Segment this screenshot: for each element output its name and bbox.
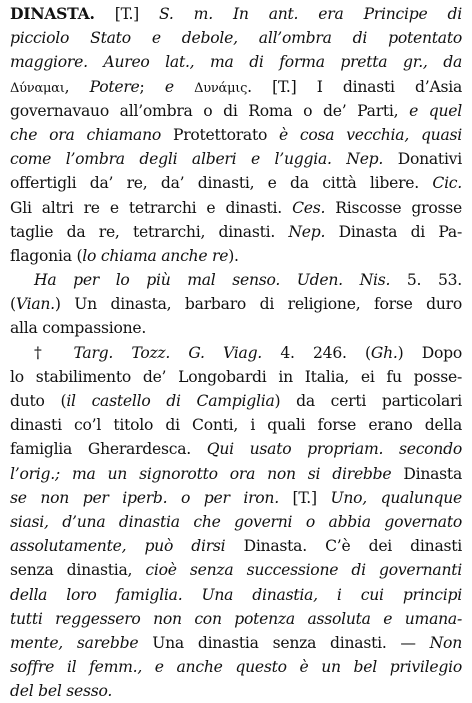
text-segment: Riscosse grosse <box>325 198 462 217</box>
italic-segment: picciolo Stato e debole, all’ombra di potentato <box>10 29 462 48</box>
italic-segment: S. m. <box>159 5 213 23</box>
italic-segment: Qui usato propriam. secondo <box>206 440 462 459</box>
italic-segment: assolutamente, può dirsi <box>10 537 226 556</box>
text-segment: 5. 53. <box>390 271 463 290</box>
entry-line <box>10 316 462 340</box>
text-segment: Gli altri re e tetrarchi e dinasti. <box>10 198 293 217</box>
text-segment: [T.] <box>278 488 331 507</box>
entry-line <box>10 75 462 99</box>
text-segment: Dinasta di Pa- <box>325 222 463 241</box>
entry-line <box>10 365 462 389</box>
entry-line <box>10 437 462 461</box>
italic-segment: e <box>164 77 174 96</box>
greek-word: Δυνάμις <box>194 80 248 96</box>
text-segment: governavauo all’ombra o di Roma o de’ Parti, <box>10 101 410 120</box>
entry-line <box>10 147 462 171</box>
headword: DINASTA. <box>10 4 95 23</box>
italic-segment: Targ. Tozz. G. Viag. <box>73 343 263 362</box>
entry-line <box>10 292 462 316</box>
text-segment: ). <box>228 246 239 265</box>
text-segment: senza dinastia, <box>10 561 146 580</box>
italic-segment: Vian. <box>15 295 55 314</box>
entry-line <box>10 220 462 244</box>
entry-line <box>10 123 462 147</box>
text-segment: alla compassione. <box>10 319 147 338</box>
italic-segment: lo chiama anche re <box>82 246 229 265</box>
text-segment <box>174 78 194 96</box>
entry-line <box>10 196 462 220</box>
text-segment: duto ( <box>10 392 67 410</box>
text-segment: Protettorato <box>161 125 280 144</box>
text-segment: Dinasta <box>391 464 463 483</box>
text-segment: taglie da re, tetrarchi, dinasti. <box>10 222 289 241</box>
text-segment: flagonia ( <box>10 246 83 265</box>
text-segment: ; <box>139 77 165 96</box>
entry-line <box>10 2 462 26</box>
entry-line <box>10 413 462 437</box>
text-segment: . [T.] I dinasti d’Asia <box>247 77 462 96</box>
entry-line <box>10 655 462 679</box>
italic-segment: che ora chiamano <box>10 125 162 144</box>
text-segment: ) Un dinasta, barbaro di religione, forse duro <box>54 295 462 314</box>
italic-segment: l’orig.; ma un signorotto ora non si direbbe <box>10 464 392 483</box>
italic-segment: è cosa vecchia, quasi <box>279 125 463 144</box>
text-segment: [T.] <box>94 5 160 23</box>
entry-line <box>10 341 462 365</box>
italic-segment: mente, sarebbe <box>10 633 139 652</box>
italic-segment: Uno, qualunque <box>330 488 463 507</box>
text-segment: Dinasta. C’è dei dinasti <box>225 537 462 556</box>
entry-line <box>10 99 462 123</box>
entry-line <box>10 462 462 486</box>
italic-segment: Ces. <box>292 198 326 217</box>
text-segment: † <box>34 343 74 362</box>
entry-line <box>10 268 462 292</box>
entry-text-block <box>10 2 462 703</box>
entry-line <box>10 171 462 195</box>
entry-line <box>10 486 462 510</box>
text-segment: lo stabilimento de’ Longobardi in Italia, ei fu posse- <box>10 367 462 386</box>
text-segment: famiglia Gherardesca. <box>10 440 207 459</box>
entry-line <box>10 510 462 534</box>
italic-segment: come l’ombra degli alberi e l’uggia. Nep. <box>10 150 384 169</box>
italic-segment: cioè senza successione di governanti <box>145 561 462 580</box>
entry-line <box>10 583 462 607</box>
italic-segment: maggiore. Aureo lat., ma di forma pretta gr., da <box>10 53 462 72</box>
entry-line <box>10 631 462 655</box>
italic-segment: siasi, d’una dinastia che governi o abbia governato <box>10 512 462 531</box>
italic-segment: In ant. era Principe di <box>232 5 462 23</box>
italic-segment: e quel <box>409 101 462 120</box>
text-segment: dinasti co’l titolo di Conti, i quali forse erano della <box>10 416 462 435</box>
text-segment <box>213 5 233 23</box>
text-segment: ) Dopo <box>397 343 462 362</box>
entry-line <box>10 679 462 703</box>
entry-line <box>10 607 462 631</box>
italic-segment: Potere <box>89 77 140 96</box>
entry-line <box>10 389 462 413</box>
text-segment: ) da certi particolari <box>274 392 462 410</box>
italic-segment: Cic. <box>432 174 462 193</box>
text-segment: , <box>64 77 90 96</box>
italic-segment: Non <box>429 633 462 652</box>
text-segment: Una dinastia senza dinasti. — <box>138 633 430 652</box>
text-segment: 4. 246. ( <box>262 343 371 362</box>
italic-segment: del bel sesso. <box>10 682 113 701</box>
italic-segment: tutti reggessero non con potenza assoluta e umana- <box>10 609 462 628</box>
italic-segment: il castello di Campiglia <box>66 392 275 410</box>
text-segment: Donativi <box>383 150 462 169</box>
italic-segment: soffre il femm., e anche questo è un bel privilegio <box>10 658 462 677</box>
italic-segment: Ha per lo più mal senso. Uden. Nis. <box>34 271 391 290</box>
text-segment: offertigli da’ re, da’ dinasti, e da città libere. <box>10 174 433 193</box>
entry-line <box>10 50 462 74</box>
italic-segment: Gh. <box>370 343 398 362</box>
entry-line <box>10 244 462 268</box>
entry-line <box>10 26 462 50</box>
italic-segment: se non per iperb. o per iron. <box>10 488 279 507</box>
italic-segment: della loro famiglia. Una dinastia, i cui principi <box>10 585 462 604</box>
text-segment: ( <box>10 295 16 314</box>
entry-line <box>10 534 462 558</box>
italic-segment: Nep. <box>288 222 326 241</box>
greek-word: Δύναμαι <box>10 80 65 96</box>
entry-line <box>10 558 462 582</box>
